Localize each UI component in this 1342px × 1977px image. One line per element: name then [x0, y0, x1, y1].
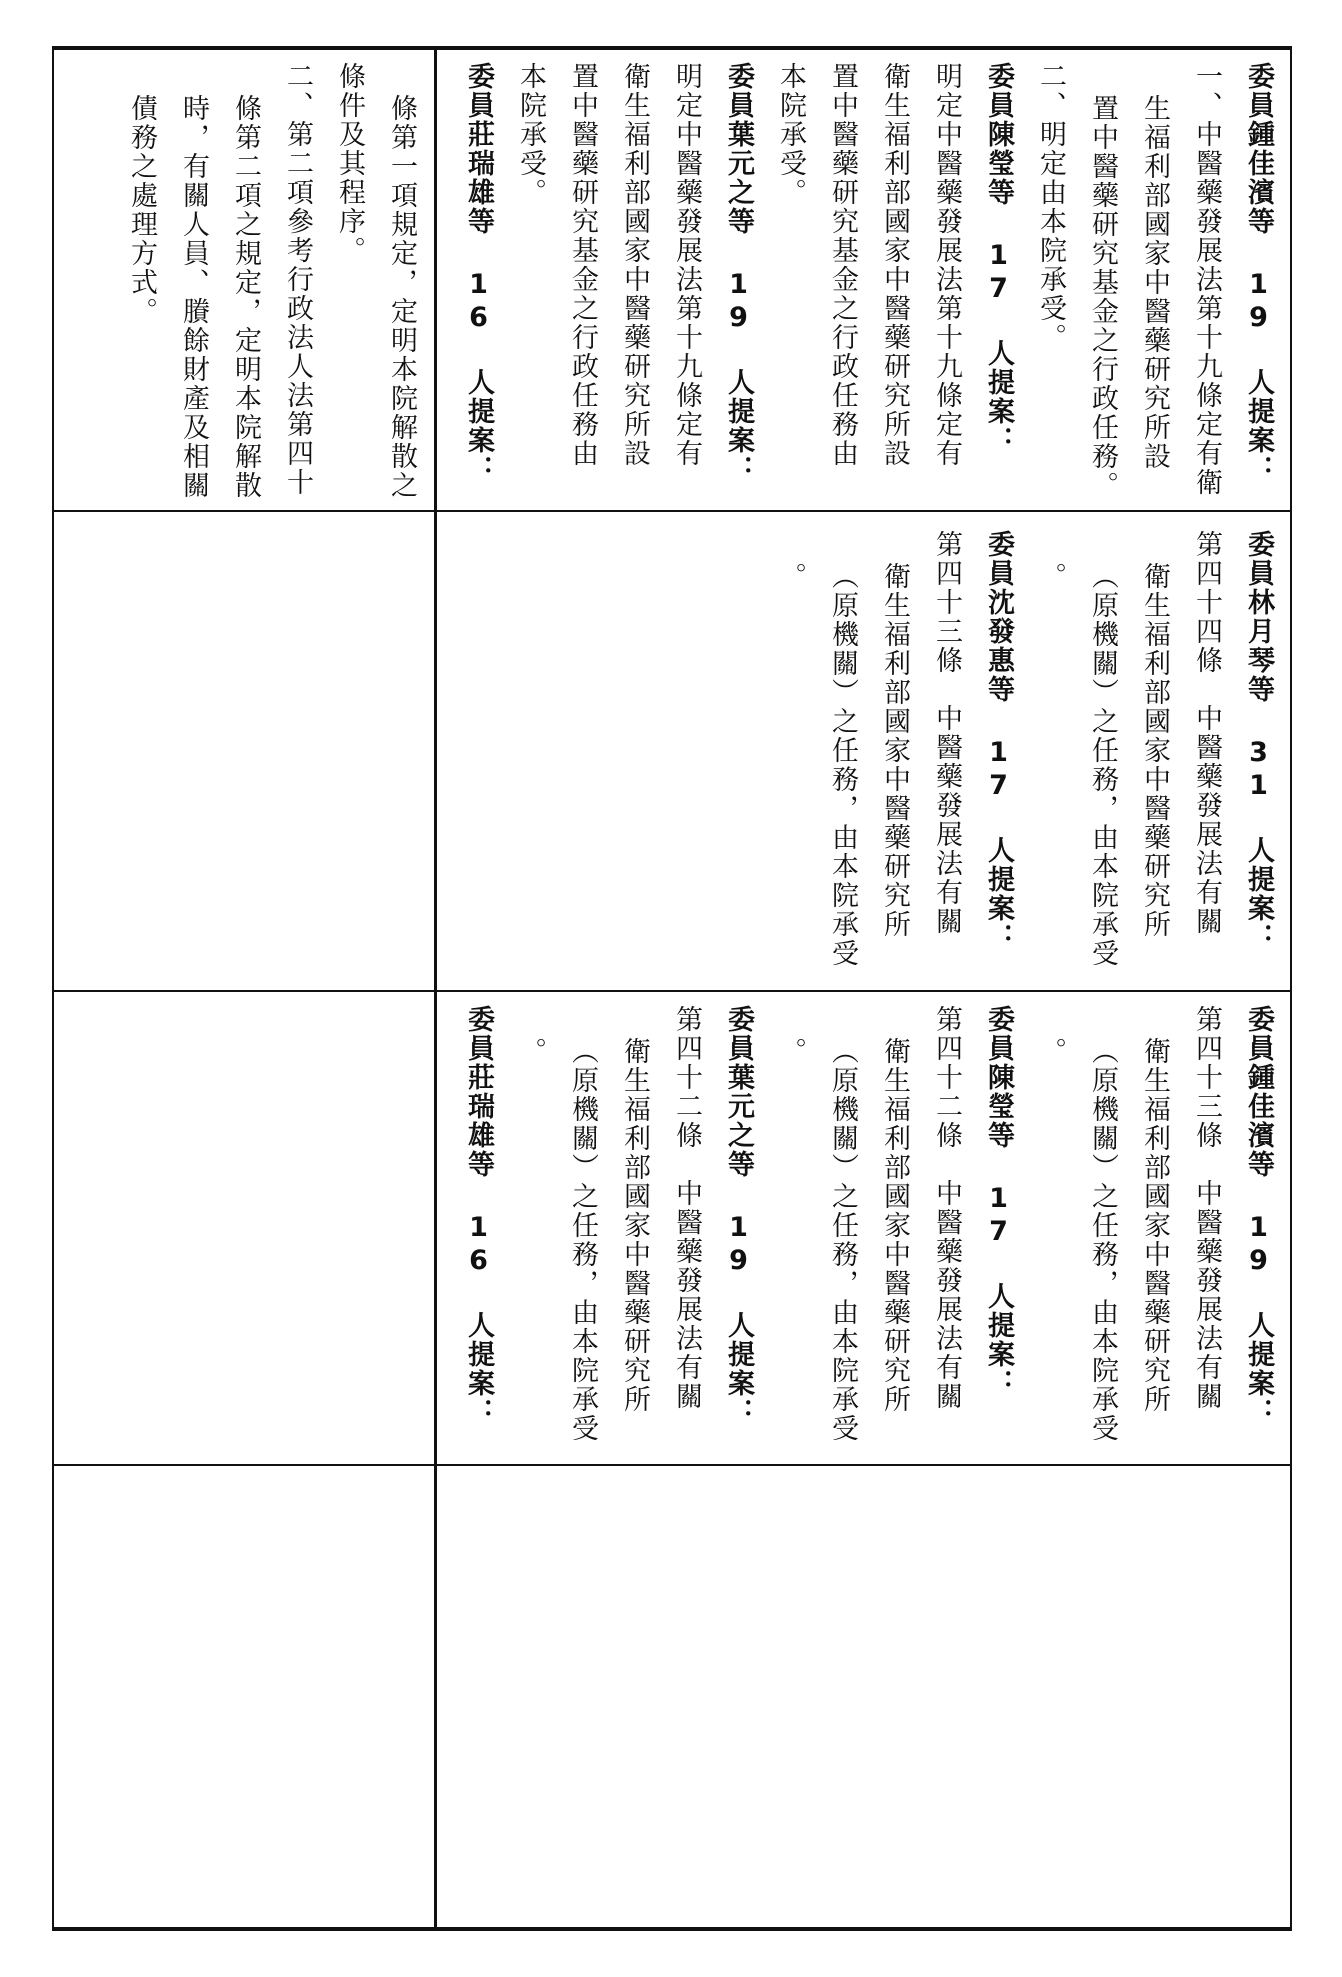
- line: 時，有關人員、賸餘財產及相關: [178, 94, 209, 501]
- table-right-border: [1290, 46, 1292, 1931]
- line: 衛生福利部國家中醫藥研究所設: [619, 62, 650, 468]
- line: 二、明定由本院承受。: [1035, 62, 1066, 352]
- line: 。: [775, 1037, 806, 1067]
- line: 生福利部國家中醫藥研究所設: [1139, 94, 1170, 472]
- proposal-cell-a: [444, 530, 1284, 985]
- proposal-heading: 委員莊瑞雄等 16 人提案：: [463, 1005, 494, 1427]
- line: 本院承受。: [515, 62, 546, 207]
- proposal-heading: 委員莊瑞雄等 16 人提案：: [463, 62, 494, 484]
- line: 。: [1035, 562, 1066, 592]
- explanation-continuation-cell: [62, 62, 427, 502]
- empty-cell-bottom-left: [54, 1466, 434, 1927]
- line: 第四十二條 中醫藥發展法有關: [931, 1005, 962, 1411]
- line: 置中醫藥研究基金之行政任務由: [567, 62, 598, 468]
- line: 明定中醫藥發展法第十九條定有: [671, 62, 702, 468]
- line: 本院承受。: [775, 62, 806, 207]
- line: 一、中醫藥發展法第十九條定有衛: [1191, 62, 1222, 497]
- proposal-heading: 委員沈發惠等 17 人提案：: [983, 530, 1014, 952]
- line: 。: [515, 1037, 546, 1067]
- explanation-cell: [444, 62, 1284, 502]
- proposal-heading: 委員陳瑩等 17 人提案：: [983, 62, 1014, 455]
- line: （原機關）之任務，由本院承受: [827, 562, 858, 969]
- proposal-heading: 委員葉元之等 19 人提案：: [723, 1005, 754, 1427]
- proposal-heading: 委員鍾佳濱等 19 人提案：: [1243, 1005, 1274, 1427]
- empty-cell-middle-left: [54, 512, 434, 990]
- empty-cell-bottom-right: [437, 1466, 1290, 1927]
- line: 第四十二條 中醫藥發展法有關: [671, 1005, 702, 1411]
- line: 衛生福利部國家中醫藥研究所設: [879, 62, 910, 468]
- line: （原機關）之任務，由本院承受: [1087, 562, 1118, 969]
- line: 衛生福利部國家中醫藥研究所: [879, 562, 910, 940]
- table-top-border: [52, 46, 1292, 50]
- proposal-heading: 委員鍾佳濱等 19 人提案：: [1243, 62, 1274, 484]
- line: 條第二項之規定，定明本院解散: [230, 94, 261, 501]
- line: 第四十四條 中醫藥發展法有關: [1191, 530, 1222, 936]
- line: 。: [1035, 1037, 1066, 1067]
- line: 衛生福利部國家中醫藥研究所: [1139, 562, 1170, 940]
- line: 條第一項規定，定明本院解散之: [386, 94, 417, 501]
- proposal-cell-b: [444, 1005, 1284, 1460]
- line: 二、第二項參考行政法人法第四十: [282, 62, 313, 497]
- line: 明定中醫藥發展法第十九條定有: [931, 62, 962, 468]
- line: 。: [775, 562, 806, 592]
- line: 第四十三條 中醫藥發展法有關: [931, 530, 962, 936]
- proposal-heading: 委員葉元之等 19 人提案：: [723, 62, 754, 484]
- line: 衛生福利部國家中醫藥研究所: [619, 1037, 650, 1415]
- line: 衛生福利部國家中醫藥研究所: [1139, 1037, 1170, 1415]
- line: （原機關）之任務，由本院承受: [1087, 1037, 1118, 1444]
- line: 第四十三條 中醫藥發展法有關: [1191, 1005, 1222, 1411]
- line: （原機關）之任務，由本院承受: [567, 1037, 598, 1444]
- line: 衛生福利部國家中醫藥研究所: [879, 1037, 910, 1415]
- proposal-heading: 委員林月琴等 31 人提案：: [1243, 530, 1274, 952]
- line: 債務之處理方式。: [126, 94, 157, 327]
- empty-cell-lower-left: [54, 992, 434, 1464]
- line: 置中醫藥研究基金之行政任務由: [827, 62, 858, 468]
- line: 條件及其程序。: [334, 62, 365, 265]
- table-bottom-border: [52, 1927, 1292, 1931]
- proposal-heading: 委員陳瑩等 17 人提案：: [983, 1005, 1014, 1398]
- line: 置中醫藥研究基金之行政任務。: [1087, 94, 1118, 501]
- line: （原機關）之任務，由本院承受: [827, 1037, 858, 1444]
